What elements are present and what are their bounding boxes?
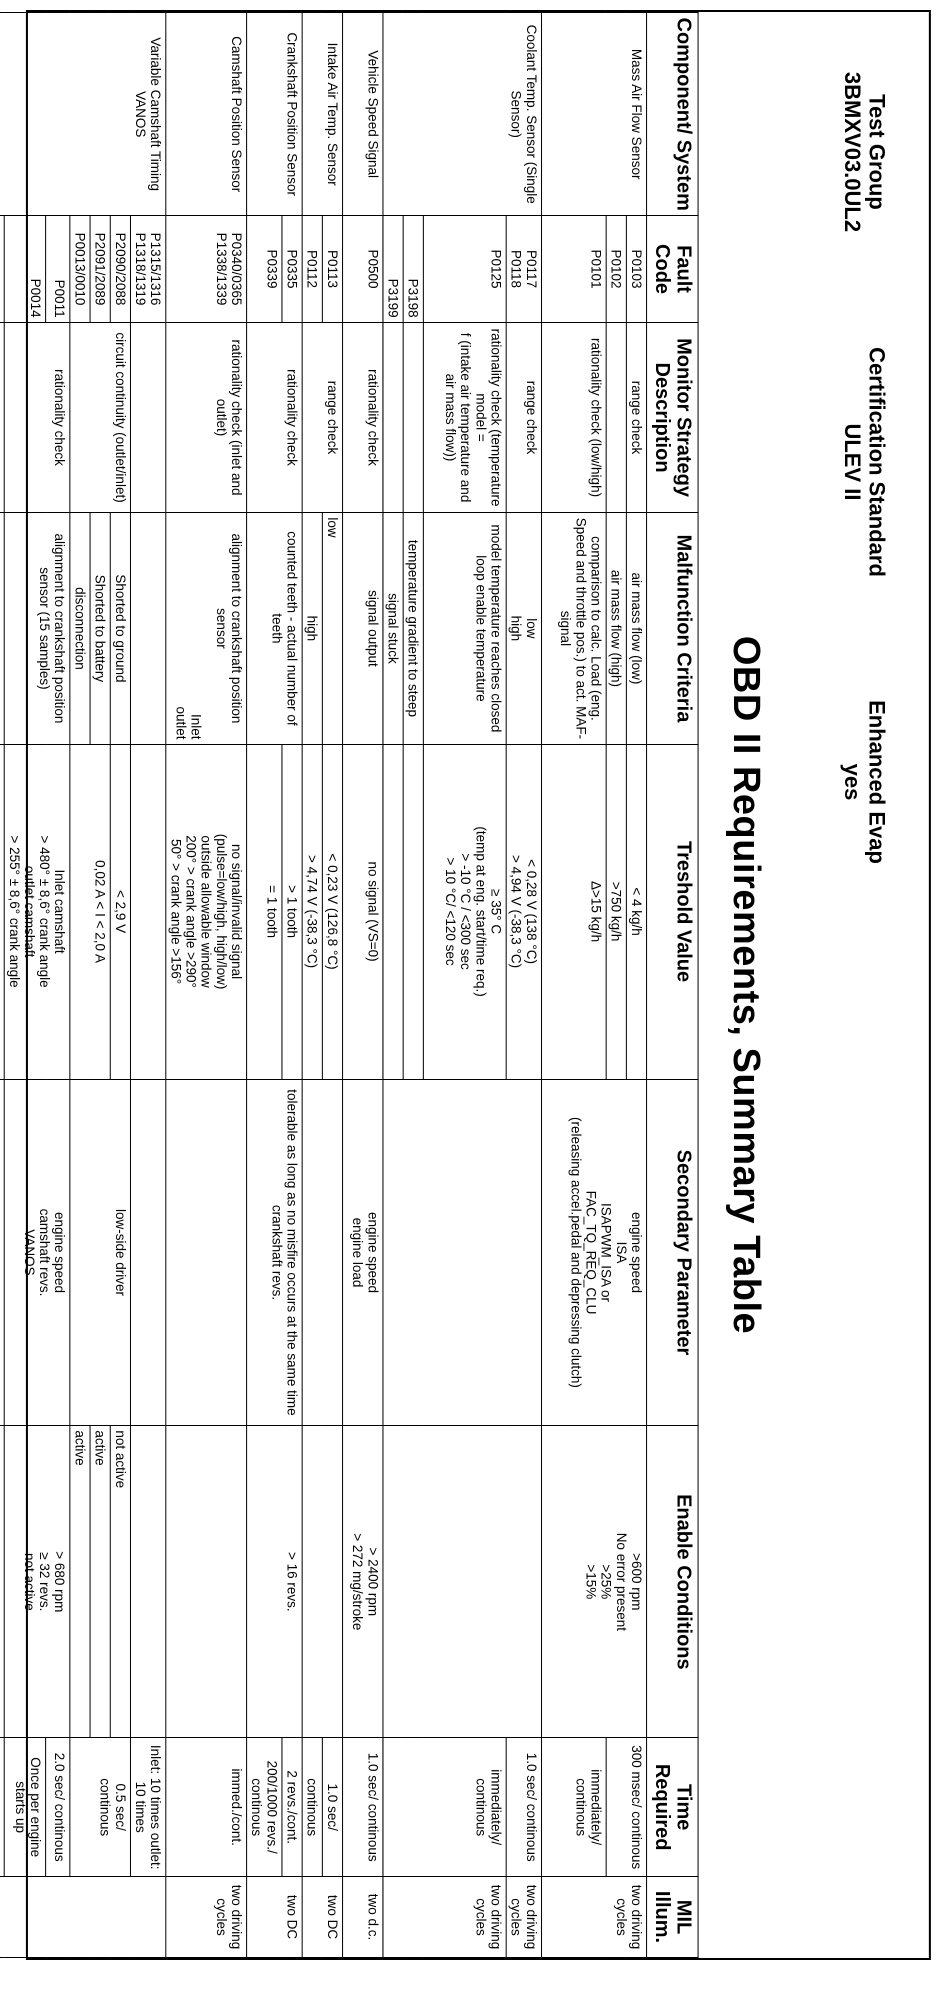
component-cell: Vehicle Speed Signal [343, 13, 383, 216]
secondary-cell [0, 1079, 4, 1426]
table-row [0, 13, 4, 1958]
obd-summary-table [0, 12, 699, 1958]
malfunction-cell: low [322, 513, 342, 744]
text-line: no signal/invalid signal [228, 844, 245, 980]
test-group-label: Test Group [864, 94, 890, 210]
col-threshold: Treshold Value [647, 744, 699, 1079]
time-cell: 1.0 sec/ continous [343, 1738, 383, 1877]
monitor-cell: range check [302, 322, 342, 513]
malfunction-cell: disconnection [70, 513, 90, 744]
component-cell: Variable Camshaft Timing VANOS [0, 13, 166, 216]
text-line: ≥ 32 revs. [37, 1552, 53, 1612]
table-row [343, 13, 383, 1958]
monitor-cell: range check [626, 322, 646, 513]
fault-code: P0103 [626, 216, 646, 322]
threshold-cell: Δ>15 kg/h [542, 744, 607, 1079]
secondary-cell [343, 1079, 383, 1426]
secondary-cell [302, 1079, 342, 1426]
fault-code: P0339 [247, 216, 282, 322]
threshold-cell [403, 744, 423, 1079]
enable-cell [302, 1426, 342, 1738]
fault-code [130, 216, 165, 322]
threshold-cell [130, 744, 165, 1079]
monitor-cell: circuit continuity (outlet/inlet) [70, 322, 131, 513]
text-line: P0118 [508, 250, 524, 289]
monitor-cell: rationality check (low/high) [542, 322, 607, 513]
threshold-cell: > 4,74 V (-38,3 °C) [302, 744, 322, 1079]
secondary-cell [383, 1079, 542, 1426]
fault-code [506, 216, 541, 322]
fault-code: P0011 [46, 216, 70, 322]
text-line: low [523, 618, 539, 639]
text-line: > 480° ± 8,6° crank angle [37, 835, 53, 988]
secondary-cell [542, 1079, 647, 1426]
text-line: >15% [583, 1564, 599, 1600]
monitor-cell: rationality check [4, 322, 70, 513]
fault-code: P0013/0010 [70, 216, 90, 322]
fault-code: P0335 [282, 216, 302, 322]
text-line: engine load [350, 1217, 366, 1288]
table-row [46, 13, 70, 1958]
fault-code: P2091/2089 [90, 216, 110, 322]
text-line: P1318/1319 [132, 232, 149, 306]
text-line: < 0,28 V (138 °C) [523, 859, 539, 964]
secondary-cell [4, 1079, 70, 1426]
text-line: P1338/1339 [213, 232, 229, 306]
col-component: Component/ System [647, 13, 699, 216]
fault-code: P0500 [343, 216, 383, 322]
time-cell: Once per engine starts up [4, 1738, 46, 1877]
evap-value: yes [839, 763, 866, 801]
col-enable: Enable Conditions [647, 1426, 699, 1738]
malfunction-cell [130, 513, 165, 744]
time-cell: 200/1000 revs./ continous [247, 1738, 282, 1877]
malfunction-cell: signal stuck [383, 513, 403, 744]
threshold-cell [166, 744, 247, 1079]
text-line: Inlet [188, 713, 204, 740]
fault-code: P0125 [423, 216, 506, 322]
malfunction-cell [166, 513, 247, 744]
col-secondary: Secondary Parameter [647, 1079, 699, 1426]
monitor-cell [423, 322, 506, 513]
threshold-cell: 0,02 A < I < 2,0 A [70, 744, 110, 1079]
monitor-cell: rationality check [247, 322, 303, 513]
enable-cell [383, 1426, 542, 1738]
text-line: alignment to crankshaft position sensor [213, 533, 245, 724]
time-cell: 1.0 sec/ continous [506, 1738, 541, 1877]
col-fault: Fault Code [647, 216, 699, 322]
malfunction-cell: model temperature reaches closed loop enable temperature [423, 513, 506, 744]
enable-cell: active [90, 1426, 110, 1738]
time-cell [0, 1738, 4, 1877]
monitor-cell: range check [506, 322, 541, 513]
component-cell: Mass Air Flow Sensor [542, 13, 647, 216]
page-title: OBD II Requirements, Summary Table [724, 635, 768, 1335]
text-line: 200° > crank angle >290° [183, 835, 199, 988]
header-row [647, 13, 699, 1958]
text-line: > 272 mg/stroke [350, 1533, 366, 1631]
component-cell: Crankshaft Position Sensor [247, 13, 303, 216]
document-sheet [6, 10, 931, 1960]
text-line: > -10 °C / <300 sec [458, 853, 474, 970]
malfunction-cell: comparison to calc. Load (eng. Speed and throttle pos.) to act. MAF-signal [542, 513, 607, 744]
malfunction-cell: air mass flow (low) [626, 513, 646, 744]
evap-label: Enhanced Evap [864, 700, 890, 864]
table-row [626, 13, 646, 1958]
time-cell: Inlet: 10 times outlet: 10 times [130, 1738, 165, 1877]
malfunction-cell: air mass flow (high) [606, 513, 626, 744]
enable-cell: active [70, 1426, 90, 1738]
monitor-cell [383, 322, 403, 513]
threshold-cell: no signal (VS=0) [343, 744, 383, 1079]
enable-cell [0, 1426, 4, 1738]
threshold-cell [4, 744, 70, 1079]
mil-cell [0, 1877, 166, 1958]
malfunction-cell: signal output [343, 513, 383, 744]
text-line: VANOS [21, 1229, 38, 1276]
mil-cell: two driving cycles [166, 1877, 247, 1958]
text-line: f (intake air temperature and air mass flow)) [443, 332, 474, 503]
malfunction-cell: Shorted to ground [110, 513, 130, 744]
threshold-cell: > 1 tooth [282, 744, 302, 1079]
time-cell: immed./cont. [166, 1738, 247, 1877]
evap-block [840, 652, 888, 912]
secondary-cell [166, 1079, 247, 1426]
rotated-page [6, 0, 943, 1970]
component-cell: Intake Air Temp. Sensor [302, 13, 342, 216]
enable-cell [4, 1426, 70, 1738]
fault-code: P0014 [4, 216, 46, 322]
text-line: > 255° ± 8,6° crank angle [6, 835, 22, 988]
text-line: crankshaft revs. [269, 1204, 285, 1301]
text-line: > 680 rpm [52, 1551, 68, 1613]
monitor-cell [130, 322, 165, 513]
enable-cell: > 16 revs. [247, 1426, 303, 1738]
threshold-cell: = 1 tooth [247, 744, 282, 1079]
secondary-cell: low-side driver [70, 1079, 131, 1426]
enable-cell [542, 1426, 647, 1738]
table-row [166, 13, 247, 1958]
time-cell: immediately/ continous [542, 1738, 607, 1877]
mil-cell: two driving cycles [542, 1877, 647, 1958]
cert-block [840, 312, 888, 612]
text-line: outlet camshaft [21, 865, 38, 958]
malfunction-cell [506, 513, 541, 744]
monitor-cell [403, 322, 423, 513]
test-group-block [840, 32, 888, 272]
time-cell: 2 revs./cont. [282, 1738, 302, 1877]
mil-cell: two DC [247, 1877, 303, 1958]
table-row [130, 13, 165, 1958]
text-line: P0117 [523, 250, 539, 289]
threshold-cell: < 2,9 V [110, 744, 130, 1079]
text-line: 0.5 sec/ [112, 1783, 128, 1831]
malfunction-cell: Shorted to battery [90, 513, 110, 744]
secondary-cell [130, 1079, 165, 1426]
text-line: No error present [613, 1532, 629, 1631]
text-line: Inlet camshaft [52, 869, 68, 954]
text-line: > 4,94 V (-38,3 °C) [508, 855, 524, 969]
fault-code [166, 216, 247, 322]
malfunction-cell: alignment to crankshaft position sensor (15 samples) [4, 513, 70, 744]
fault-code [0, 216, 4, 322]
enable-cell: not active [110, 1426, 130, 1738]
text-line: ISAPWM_ISA or [598, 1202, 614, 1302]
test-group-value: 3BMXV03.0UL2 [839, 71, 866, 233]
text-line: >600 rpm [628, 1553, 645, 1611]
text-line: outside allowable window [198, 835, 214, 988]
mil-cell: two d.c. [343, 1877, 383, 1958]
enable-cell [343, 1426, 383, 1738]
malfunction-cell [0, 513, 4, 744]
secondary-cell [247, 1079, 303, 1426]
threshold-cell [423, 744, 506, 1079]
text-line: engine speed [365, 1211, 381, 1294]
enable-cell [130, 1426, 165, 1738]
col-malfunction: Malfunction Criteria [647, 513, 699, 744]
text-line: engine speed [628, 1211, 645, 1294]
fault-code: P0112 [302, 216, 322, 322]
fault-code: P3199 [383, 216, 403, 322]
table-row [506, 13, 541, 1958]
text-line: (releasing accel.pedal and depressing clutch) [568, 1117, 584, 1388]
enable-cell [166, 1426, 247, 1738]
mil-cell: two driving cycles [383, 1877, 506, 1958]
fault-code: P0102 [606, 216, 626, 322]
monitor-cell: rationality check [343, 322, 383, 513]
component-cell: Camshaft Position Sensor [166, 13, 247, 216]
text-line: high [508, 615, 524, 642]
text-line: >25% [598, 1564, 614, 1600]
text-line: (pulse=low/high, high/low) [213, 833, 229, 990]
threshold-cell [0, 744, 4, 1079]
threshold-cell [383, 744, 403, 1079]
time-cell [70, 1738, 131, 1877]
time-cell: continous [302, 1738, 322, 1877]
threshold-cell: >750 kg/h [606, 744, 626, 1079]
fault-code: P0113 [322, 216, 342, 322]
text-line: ISA [613, 1241, 629, 1264]
monitor-cell [0, 322, 4, 513]
text-line: tolerable as long as no misfire occurs at the same time [284, 1089, 300, 1416]
col-mil: MIL Illum. [647, 1877, 699, 1958]
monitor-cell: rationality check (inlet and outlet) [166, 322, 247, 513]
text-line: 50° > crank angle >156° [168, 838, 184, 985]
malfunction-cell: temperature gradient to steep [403, 513, 423, 744]
table-row [110, 13, 130, 1958]
threshold-cell: < 4 kg/h [626, 744, 646, 1079]
malfunction-cell: high [302, 513, 322, 744]
text-line: ≥ 35° C [488, 889, 504, 935]
fault-code: P0101 [542, 216, 607, 322]
table-row [322, 13, 342, 1958]
text-line: (temp at eng. start/time req.) [473, 826, 489, 997]
table-row [90, 13, 110, 1958]
time-cell: immediately/ continous [383, 1738, 506, 1877]
time-cell: 1.0 sec/ [322, 1738, 342, 1877]
col-time: Time Required [647, 1738, 699, 1877]
time-cell: 300 msec/ continous [606, 1738, 646, 1877]
fault-code: P2090/2088 [110, 216, 130, 322]
table-row [282, 13, 302, 1958]
component-cell: Coolant Temp. Sensor (Single Sensor) [383, 13, 542, 216]
mil-cell: two driving cycles [506, 1877, 541, 1958]
col-monitor: Monitor Strategy Description [647, 322, 699, 513]
text-line: camshaft revs. [37, 1208, 53, 1297]
fault-code: P3198 [403, 216, 423, 322]
text-line: outlet [173, 706, 189, 740]
mil-cell: two DC [302, 1877, 342, 1958]
text-line: P0340/0365 [228, 232, 245, 306]
text-line: not active [21, 1552, 38, 1611]
monitor-cell [606, 322, 626, 513]
malfunction-cell: counted teeth - actual number of teeth [247, 513, 303, 744]
threshold-cell: < 0,23 V (126,8 °C) [322, 744, 342, 1079]
text-line: > 2400 rpm [365, 1547, 381, 1617]
text-line: engine speed [52, 1211, 68, 1294]
text-line: P1315/1316 [148, 232, 164, 306]
text-line: > 10 °C/ <120 sec [443, 857, 459, 966]
text-line: continous [97, 1778, 113, 1837]
cert-value: ULEV II [839, 423, 866, 501]
time-cell: 2.0 sec/ continous [46, 1738, 70, 1877]
text-line: rationality check (temperature model = [473, 328, 504, 507]
text-line: FAC_TQ_REQ_CLU [583, 1190, 599, 1315]
cert-label: Certification Standard [864, 347, 890, 577]
threshold-cell [506, 744, 541, 1079]
